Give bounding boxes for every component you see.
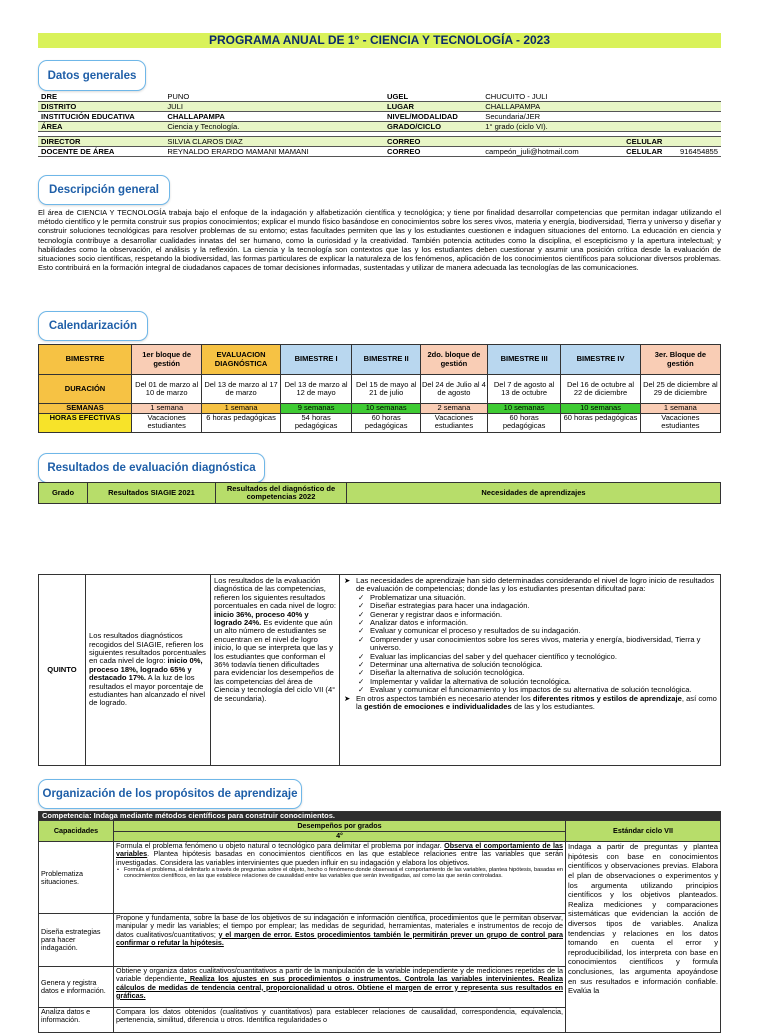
nec-intro: Las necesidades de aprendizaje han sido determinadas considerando el nivel de logro inicio de resultados de evaluación de competencias; donde las y los estudiantes presentan dificultad para: <box>356 576 714 594</box>
docente-value: REYNALDO ERARDO MAMANI MAMANI <box>164 147 384 157</box>
dre-label: DRE <box>38 92 164 102</box>
cal-dur-3: Del 15 de mayo al 21 de julio <box>352 375 420 404</box>
cal-dur-7: Del 25 de diciembre al 29 de diciembre <box>640 375 720 404</box>
area-value: Ciencia y Tecnología. <box>164 122 384 132</box>
cal-name-5: BIMESTRE III <box>487 345 560 375</box>
res-h-diagnostico: Resultados del diagnóstico de competencias 2022 <box>216 483 347 504</box>
cal-name-7: 3er. Bloque de gestión <box>640 345 720 375</box>
celular-label: CELULAR <box>623 137 677 147</box>
dre-value: PUNO <box>164 92 384 102</box>
grado-label: GRADO/CICLO <box>384 122 482 132</box>
cal-dur-2: Del 13 de marzo al 12 de mayo <box>280 375 352 404</box>
ugel-value: CHUCUITO - JULI <box>482 92 721 102</box>
d1-a: Formula el problema fenómeno u objeto natural o tecnológico para delimitar el problema por indagar. <box>116 841 445 851</box>
general-data-table <box>38 92 721 157</box>
nec-end-a: En otros aspectos también es necesario atender los <box>356 693 533 703</box>
diag-text-a: Los resultados de la evaluación diagnóstica de las competencias, refieren los siguientes resultados porcentuales en cada nivel de logro: <box>214 576 337 611</box>
bullet-icon: • <box>117 866 119 873</box>
distrito-label: DISTRITO <box>38 102 164 112</box>
res-siagie <box>86 575 211 766</box>
director-label: DIRECTOR <box>38 137 164 147</box>
ugel-label: UGEL <box>384 92 482 102</box>
cal-dur-0: Del 01 de marzo al 10 de marzo <box>132 375 202 404</box>
director-value: SILVIA CLAROS DIAZ <box>164 137 384 147</box>
competencia-title: Competencia: Indaga mediante métodos científicos para construir conocimientos. <box>39 812 721 821</box>
nec-end-c: , así como la <box>356 693 717 712</box>
check-icon: ✓ <box>358 618 365 628</box>
check-icon: ✓ <box>358 626 365 636</box>
nec-item-text: Determinar una alternativa de solución tecnológica. <box>370 660 543 670</box>
res-necesidades <box>340 575 721 766</box>
nec-item-text: Evaluar las implicancias del saber y del quehacer científico y tecnológico. <box>370 651 617 661</box>
check-icon: ✓ <box>358 651 365 661</box>
celular2-label: CELULAR <box>623 147 677 157</box>
cal-sem-3: 10 semanas <box>352 404 420 414</box>
diag-text-b: inicio 36%, proceso 40% y logrado 24%. <box>214 609 309 628</box>
cal-sem-6: 10 semanas <box>561 404 640 414</box>
nec-end <box>356 695 717 712</box>
res-grado: QUINTO <box>39 575 86 766</box>
nec-item-text: Comprender y usar conocimientos sobre los seres vivos, materia y energía, biodiversidad, Tierra y universo. <box>370 634 701 653</box>
check-icon: ✓ <box>358 668 365 678</box>
check-icon: ✓ <box>358 601 365 611</box>
nec-end-d: gestión de emociones e individualidades <box>364 702 512 712</box>
correo2-value: campeón_juli@hotmail.com <box>482 147 623 157</box>
lugar-label: LUGAR <box>384 102 482 112</box>
cal-horas-7: Vacaciones estudiantes <box>640 413 720 432</box>
cal-sem-2: 9 semanas <box>280 404 352 414</box>
check-icon: ✓ <box>358 676 365 686</box>
cal-name-1: EVALUACION DIAGNÓSTICA <box>202 345 280 375</box>
nec-item-text: Generar y registrar daos e información. <box>370 609 503 619</box>
section-datos-generales: Datos generales <box>38 60 146 91</box>
h-desempenos: Desempeños por grados <box>114 821 566 832</box>
cal-horas-0: Vacaciones estudiantes <box>132 413 202 432</box>
cal-dur-5: Del 7 de agosto al 13 de octubre <box>487 375 560 404</box>
docente-label: DOCENTE DE ÁREA <box>38 147 164 157</box>
cal-name-2: BIMESTRE I <box>280 345 352 375</box>
nec-item-text: Evaluar y comunicar el funcionamiento y los impactos de su alternativa de solución tecnológica. <box>370 685 692 695</box>
d1-c: . Plantea hipótesis basadas en conocimientos científicos en las que establece relaciones entre las variables que serán investigadas. Considera las variables intervinientes que pueden influir en su indagación y elabora los objetivos. <box>116 849 563 867</box>
cal-name-4: 2do. bloque de gestión <box>420 345 487 375</box>
res-h-grado: Grado <box>39 483 88 504</box>
grado-value: 1° grado (ciclo VI). <box>482 122 721 132</box>
nec-end-e: de las y los estudiantes. <box>511 702 595 712</box>
nec-item-text: Problematizar una situación. <box>370 592 466 602</box>
cal-dur-6: Del 16 de octubre al 22 de diciembre <box>561 375 640 404</box>
cal-horas-5: 60 horas pedagógicas <box>487 413 560 432</box>
nec-item <box>358 685 717 695</box>
cal-sem-5: 10 semanas <box>487 404 560 414</box>
cal-dur-1: Del 13 de marzo al 17 de marzo <box>202 375 280 404</box>
page-title: PROGRAMA ANUAL DE 1° - CIENCIA Y TECNOLOGÍA - 2023 <box>38 33 721 48</box>
nec-item-text: Diseñar estrategias para hacer una indagación. <box>370 601 530 611</box>
check-icon: ✓ <box>358 634 365 644</box>
cap-problematiza: Problematiza situaciones. <box>39 842 114 914</box>
resultados-table <box>38 574 721 766</box>
d3-b: . Realiza los ajustes en sus procedimientos o instrumentos. Controla las variables intervinientes. Realiza cálculos de medidas de tendencia central, proporcionalidad u otros. Obtiene el margen de error y representa sus resultados en gráficas. <box>116 974 563 1000</box>
res-diagnostico <box>211 575 340 766</box>
cal-sem-7: 1 semana <box>640 404 720 414</box>
check-icon: ✓ <box>358 592 365 602</box>
nec-end-b: diferentes ritmos y estilos de aprendizaje <box>532 693 682 703</box>
cal-horas-1: 6 horas pedagógicas <box>202 413 280 432</box>
cal-sem-1: 1 semana <box>202 404 280 414</box>
section-descripcion-general: Descripción general <box>38 175 170 205</box>
nec-item-text: Implementar y validar la alternativa de solución tecnológica. <box>370 676 571 686</box>
cal-horas-3: 60 horas pedagógicas <box>352 413 420 432</box>
check-icon: ✓ <box>358 660 365 670</box>
nivel-value: Secundaria/JER <box>482 112 721 122</box>
h-estandar: Estándar ciclo VII <box>566 821 721 842</box>
arrow-icon: ➤ <box>344 576 351 585</box>
desempeno-4: Compara los datos obtenidos (cualitativos y cuantitativos) para establecer relaciones de causalidad, correspondencia, equivalencia, pertenencia, similitud, diferencia u otros. Identifica regularidades o <box>114 1008 566 1033</box>
estandar-text: Indaga a partir de preguntas y plantea hipótesis con base en conocimientos científicos y observaciones previas. Elabora el plan de observaciones o experimentos y los argumenta utilizando principios científicos y los objetivos planteados. Realiza mediciones y comparaciones sistemáticas que evidencian la acción de diversos tipos de variables. Analiza tendencias y relaciones en los datos tomando en cuenta el error y reproducibilidad, los interpreta con base en conocimientos científicos y formula conclusiones, las argumenta apoyándose en sus resultados e información confiable. Evalúa la <box>566 842 721 1033</box>
nec-list <box>344 594 717 695</box>
nivel-label: NIVEL/MODALIDAD <box>384 112 482 122</box>
calendar-table <box>38 344 721 433</box>
cap-disena: Diseña estrategias para hacer indagación. <box>39 914 114 967</box>
organizacion-table <box>38 811 721 1033</box>
celular2-value: 916454855 <box>677 147 721 157</box>
cal-dur-4: Del 24 de Julio al 4 de agosto <box>420 375 487 404</box>
siagie-text-a: Los resultados diagnósticos recogidos del SIAGIE, refieren los siguientes resultados porcentuales en cada nivel de logro: <box>89 631 206 666</box>
cal-row-duracion: DURACIÓN <box>39 375 132 404</box>
d2-a: Propone y fundamenta, sobre la base de los objetivos de su indagación e información científica, procedimientos que le permitan observar, manipular y medir las variables; el tiempo por emplear; las medidas de seguridad, herramientas, materiales e instrumentos de recojo de datos cualitativos/cuantitativos; <box>116 913 563 939</box>
cal-sem-4: 2 semana <box>420 404 487 414</box>
cal-row-semanas: SEMANAS <box>39 404 132 414</box>
check-icon: ✓ <box>358 609 365 619</box>
h-grado: 4° <box>114 831 566 842</box>
cal-row-horas: HORAS EFECTIVAS <box>39 413 132 432</box>
cal-name-0: 1er bloque de gestión <box>132 345 202 375</box>
lugar-value: CHALLAPAMPA <box>482 102 721 112</box>
desempeno-2 <box>114 914 566 967</box>
section-organizacion: Organización de los propósitos de aprendizaje <box>38 779 302 809</box>
distrito-value: JULI <box>164 102 384 112</box>
d1-note-text: Formula el problema, al delimitarlo a través de preguntas sobre el objeto, hecho o fenómeno donde observará el comportamiento de las variables, plantea hipótesis, basadas en conocimientos científicos, en las que establece relaciones de causalidad entre las variables que serán investigadas, así como las que serán controladas. <box>124 866 563 880</box>
arrow-icon: ➤ <box>344 693 351 703</box>
cal-row-bimestre: BIMESTRE <box>39 345 132 375</box>
cal-sem-0: 1 semana <box>132 404 202 414</box>
d2-b: y el margen de error. Estos procedimientos también le permitirán prever un grupo de control para confirmar o refutar la hipótesis. <box>116 929 563 947</box>
cal-name-6: BIMESTRE IV <box>561 345 640 375</box>
cal-name-3: BIMESTRE II <box>352 345 420 375</box>
cal-horas-6: 60 horas pedagógicas <box>561 413 640 432</box>
nec-intro-row <box>344 577 717 594</box>
cap-analiza: Analiza datos e información. <box>39 1008 114 1033</box>
desempeno-1 <box>114 842 566 914</box>
res-h-necesidades: Necesidades de aprendizajes <box>347 483 721 504</box>
cap-genera: Genera y registra datos e información. <box>39 967 114 1008</box>
desempeno-3 <box>114 967 566 1008</box>
nec-item-text: Diseñar la alternativa de solución tecnológica. <box>370 668 525 678</box>
correo2-label: CORREO <box>384 147 482 157</box>
section-calendarizacion: Calendarización <box>38 311 148 341</box>
ie-value: CHALLAPAMPA <box>164 112 384 122</box>
siagie-text-c: A la luz de los resultados el mayor porcentaje de estudiantes han alcanzado el nivel de logrado. <box>89 673 206 708</box>
cal-horas-4: Vacaciones estudiantes <box>420 413 487 432</box>
section-resultados: Resultados de evaluación diagnóstica <box>38 453 265 483</box>
check-icon: ✓ <box>358 685 365 695</box>
ie-label: INSTITUCIÓN EDUCATIVA <box>38 112 164 122</box>
nec-item-text: Evaluar y comunicar el proceso y resultados de su indagación. <box>370 626 581 636</box>
d1-note <box>116 867 563 880</box>
h-capacidades: Capacidades <box>39 821 114 842</box>
cal-horas-2: 54 horas pedagógicas <box>280 413 352 432</box>
correo-label: CORREO <box>384 137 482 147</box>
nec-item-text: Analizar datos e información. <box>370 618 468 628</box>
d1-b: Observa el comportamiento de las variables <box>116 841 564 859</box>
res-h-siagie: Resultados SIAGIE 2021 <box>88 483 216 504</box>
siagie-text-b: inicio 0%, proceso 18%, logrado 65% y destacado 17%. <box>89 656 203 683</box>
resultados-header-table <box>38 482 721 504</box>
diag-text-c: Es evidente que aún un alto número de estudiantes se encuentran en el nivel de logro inicio, lo que se interpreta que las y los estudiantes que conforman el 36% todavía tienen dificultades para evidenciar los desempeños de las competencias del área de Ciencia y tecnología del ciclo VII (4° de secundaria). <box>214 618 336 703</box>
descripcion-text: El área de CIENCIA Y TECNOLOGÍA trabaja bajo el enfoque de la indagación y alfabetización científica y tecnológica; y tiene por finalidad desarrollar competencias que permitan indagar utilizando el método científico y le permita construir sus propios conocimientos; explicar el mundo físico basándose en conocimientos sobre los seres vivos, materia y energía, biodiversidad, Tierra y universo y diseñar y construir soluciones tecnológicas para resolver problemas de su entorno; estas facultades permiten que las y los estudiantes cuestionen e indaguen situaciones del entorno. La educación en ciencia y tecnología contribuye a desarrollar cualidades innatas del ser humano, como la curiosidad y la creatividad. También potencia actitudes como la disciplina, el escepticismo y la apertura intelectual; y habilidades como la observación, el análisis y la reflexión. La ciencia y la tecnología son contextos que las y los estudiantes deben cuestionar y asumir una posición crítica desde la evaluación de situaciones socio científicas, respetando la biodiversidad, las formas particulares de explicar la naturaleza de los fenómenos, aplicación de los conocimientos científicos para solucionar diversos problemas. Esto contribuirá en la formación integral de ciudadanos capaces de tomar decisiones informadas, sustentadas y utilizar de manera adecuada las tecnologías de las comunicaciones. <box>38 208 721 273</box>
nec-item <box>358 634 717 653</box>
area-label: ÁREA <box>38 122 164 132</box>
nec-end-row <box>344 695 717 712</box>
d3-a: Obtiene y organiza datos cualitativos/cuantitativos a partir de la manipulación de la variable independiente y de mediciones repetidas de la variable dependiente <box>116 966 563 984</box>
